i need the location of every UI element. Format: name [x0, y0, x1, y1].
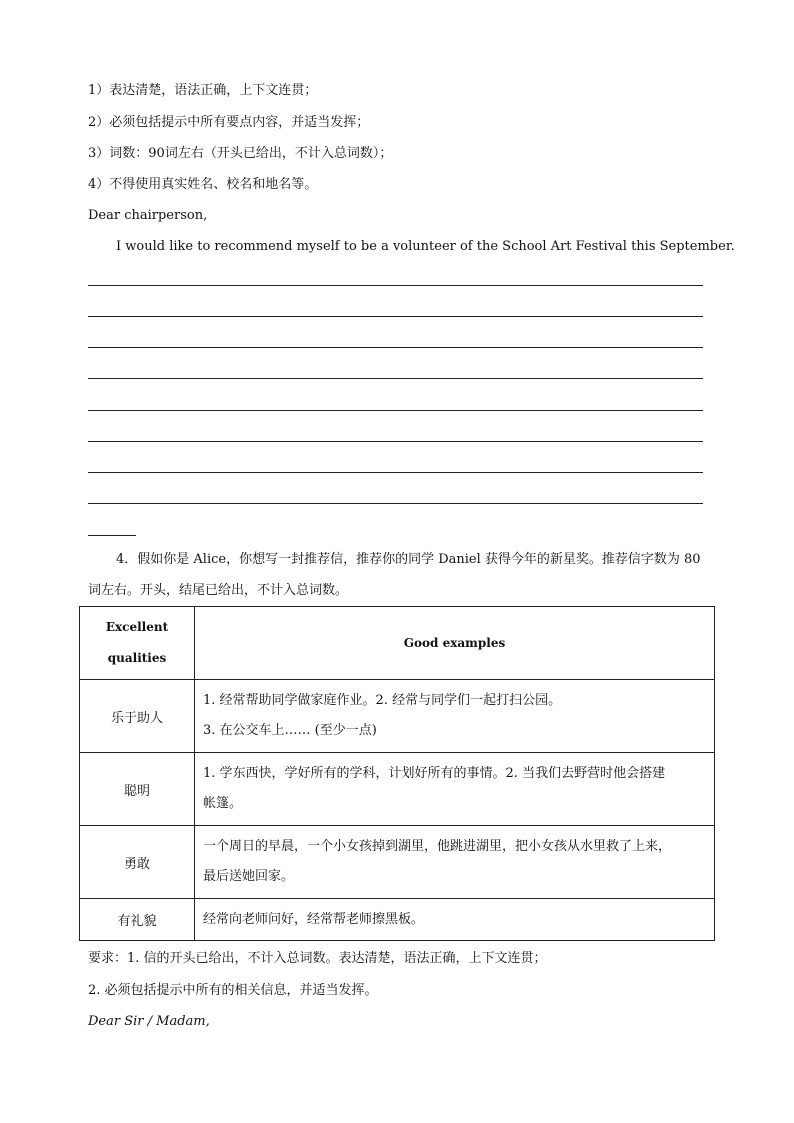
writing-line [88, 347, 703, 348]
table-row [80, 753, 715, 826]
quality-cell: 有礼貌 [80, 899, 195, 941]
examples-cell [195, 826, 715, 899]
example-line: 3. 在公交车上…… (至少一点) [203, 723, 377, 738]
task4-prompt-line2: 词左右。开头，结尾已给出，不计入总词数。 [88, 583, 349, 598]
requirement-2: 2）必须包括提示中所有要点内容，并适当发挥； [88, 115, 370, 130]
example-line: 最后送她回家。 [203, 869, 295, 884]
writing-line [88, 316, 703, 317]
requirement-1: 1）表达清楚，语法正确，上下文连贯； [88, 83, 318, 98]
example-line: 1. 经常帮助同学做家庭作业。2. 经常与同学们一起打扫公园。 [203, 693, 562, 708]
writing-line [88, 503, 703, 504]
qualities-table [79, 606, 715, 941]
table-row [80, 899, 715, 941]
example-line: 一个周日的早晨，一个小女孩掉到湖里，他跳进湖里，把小女孩从水里救了上来， [203, 839, 672, 854]
header-qualities-line2: qualities [107, 651, 167, 665]
header-qualities [80, 607, 195, 680]
quality-cell: 勇敢 [80, 826, 195, 899]
header-qualities-line1: Excellent [105, 620, 169, 634]
example-line: 经常向老师问好，经常帮老师擦黑板。 [203, 911, 425, 927]
examples-cell [195, 753, 715, 826]
requirements2-line1: 要求：1. 信的开头已给出，不计入总词数。表达清楚，语法正确，上下文连贯； [88, 951, 547, 966]
example-line: 1. 学东西快，学好所有的学科，计划好所有的事情。2. 当我们去野营时他会搭建 [203, 766, 666, 781]
letter1-opening: I would like to recommend myself to be a volunteer of the School Art Festival this September. [116, 239, 735, 254]
writing-line-short [88, 535, 136, 536]
examples-cell [195, 899, 715, 941]
header-examples: Good examples [195, 607, 715, 680]
task4-prompt-line1: 4．假如你是 Alice，你想写一封推荐信，推荐你的同学 Daniel 获得今年的新星奖。推荐信字数为 80 [116, 552, 701, 567]
example-line: 帐篷。 [203, 796, 243, 811]
table-header-row [80, 607, 715, 680]
table-row [80, 826, 715, 899]
writing-line [88, 378, 703, 379]
requirements2-line2: 2. 必须包括提示中所有的相关信息，并适当发挥。 [88, 983, 378, 998]
examples-cell [195, 680, 715, 753]
quality-cell: 聪明 [80, 753, 195, 826]
writing-line [88, 285, 703, 286]
requirement-3: 3）词数：90词左右（开头已给出，不计入总词数）； [88, 146, 393, 161]
writing-line [88, 441, 703, 442]
quality-cell: 乐于助人 [80, 680, 195, 753]
writing-line [88, 410, 703, 411]
letter1-salutation: Dear chairperson, [88, 208, 208, 223]
writing-line [88, 472, 703, 473]
requirement-4: 4）不得使用真实姓名、校名和地名等。 [88, 177, 318, 192]
letter2-salutation: Dear Sir / Madam, [88, 1014, 210, 1029]
table-row [80, 680, 715, 753]
